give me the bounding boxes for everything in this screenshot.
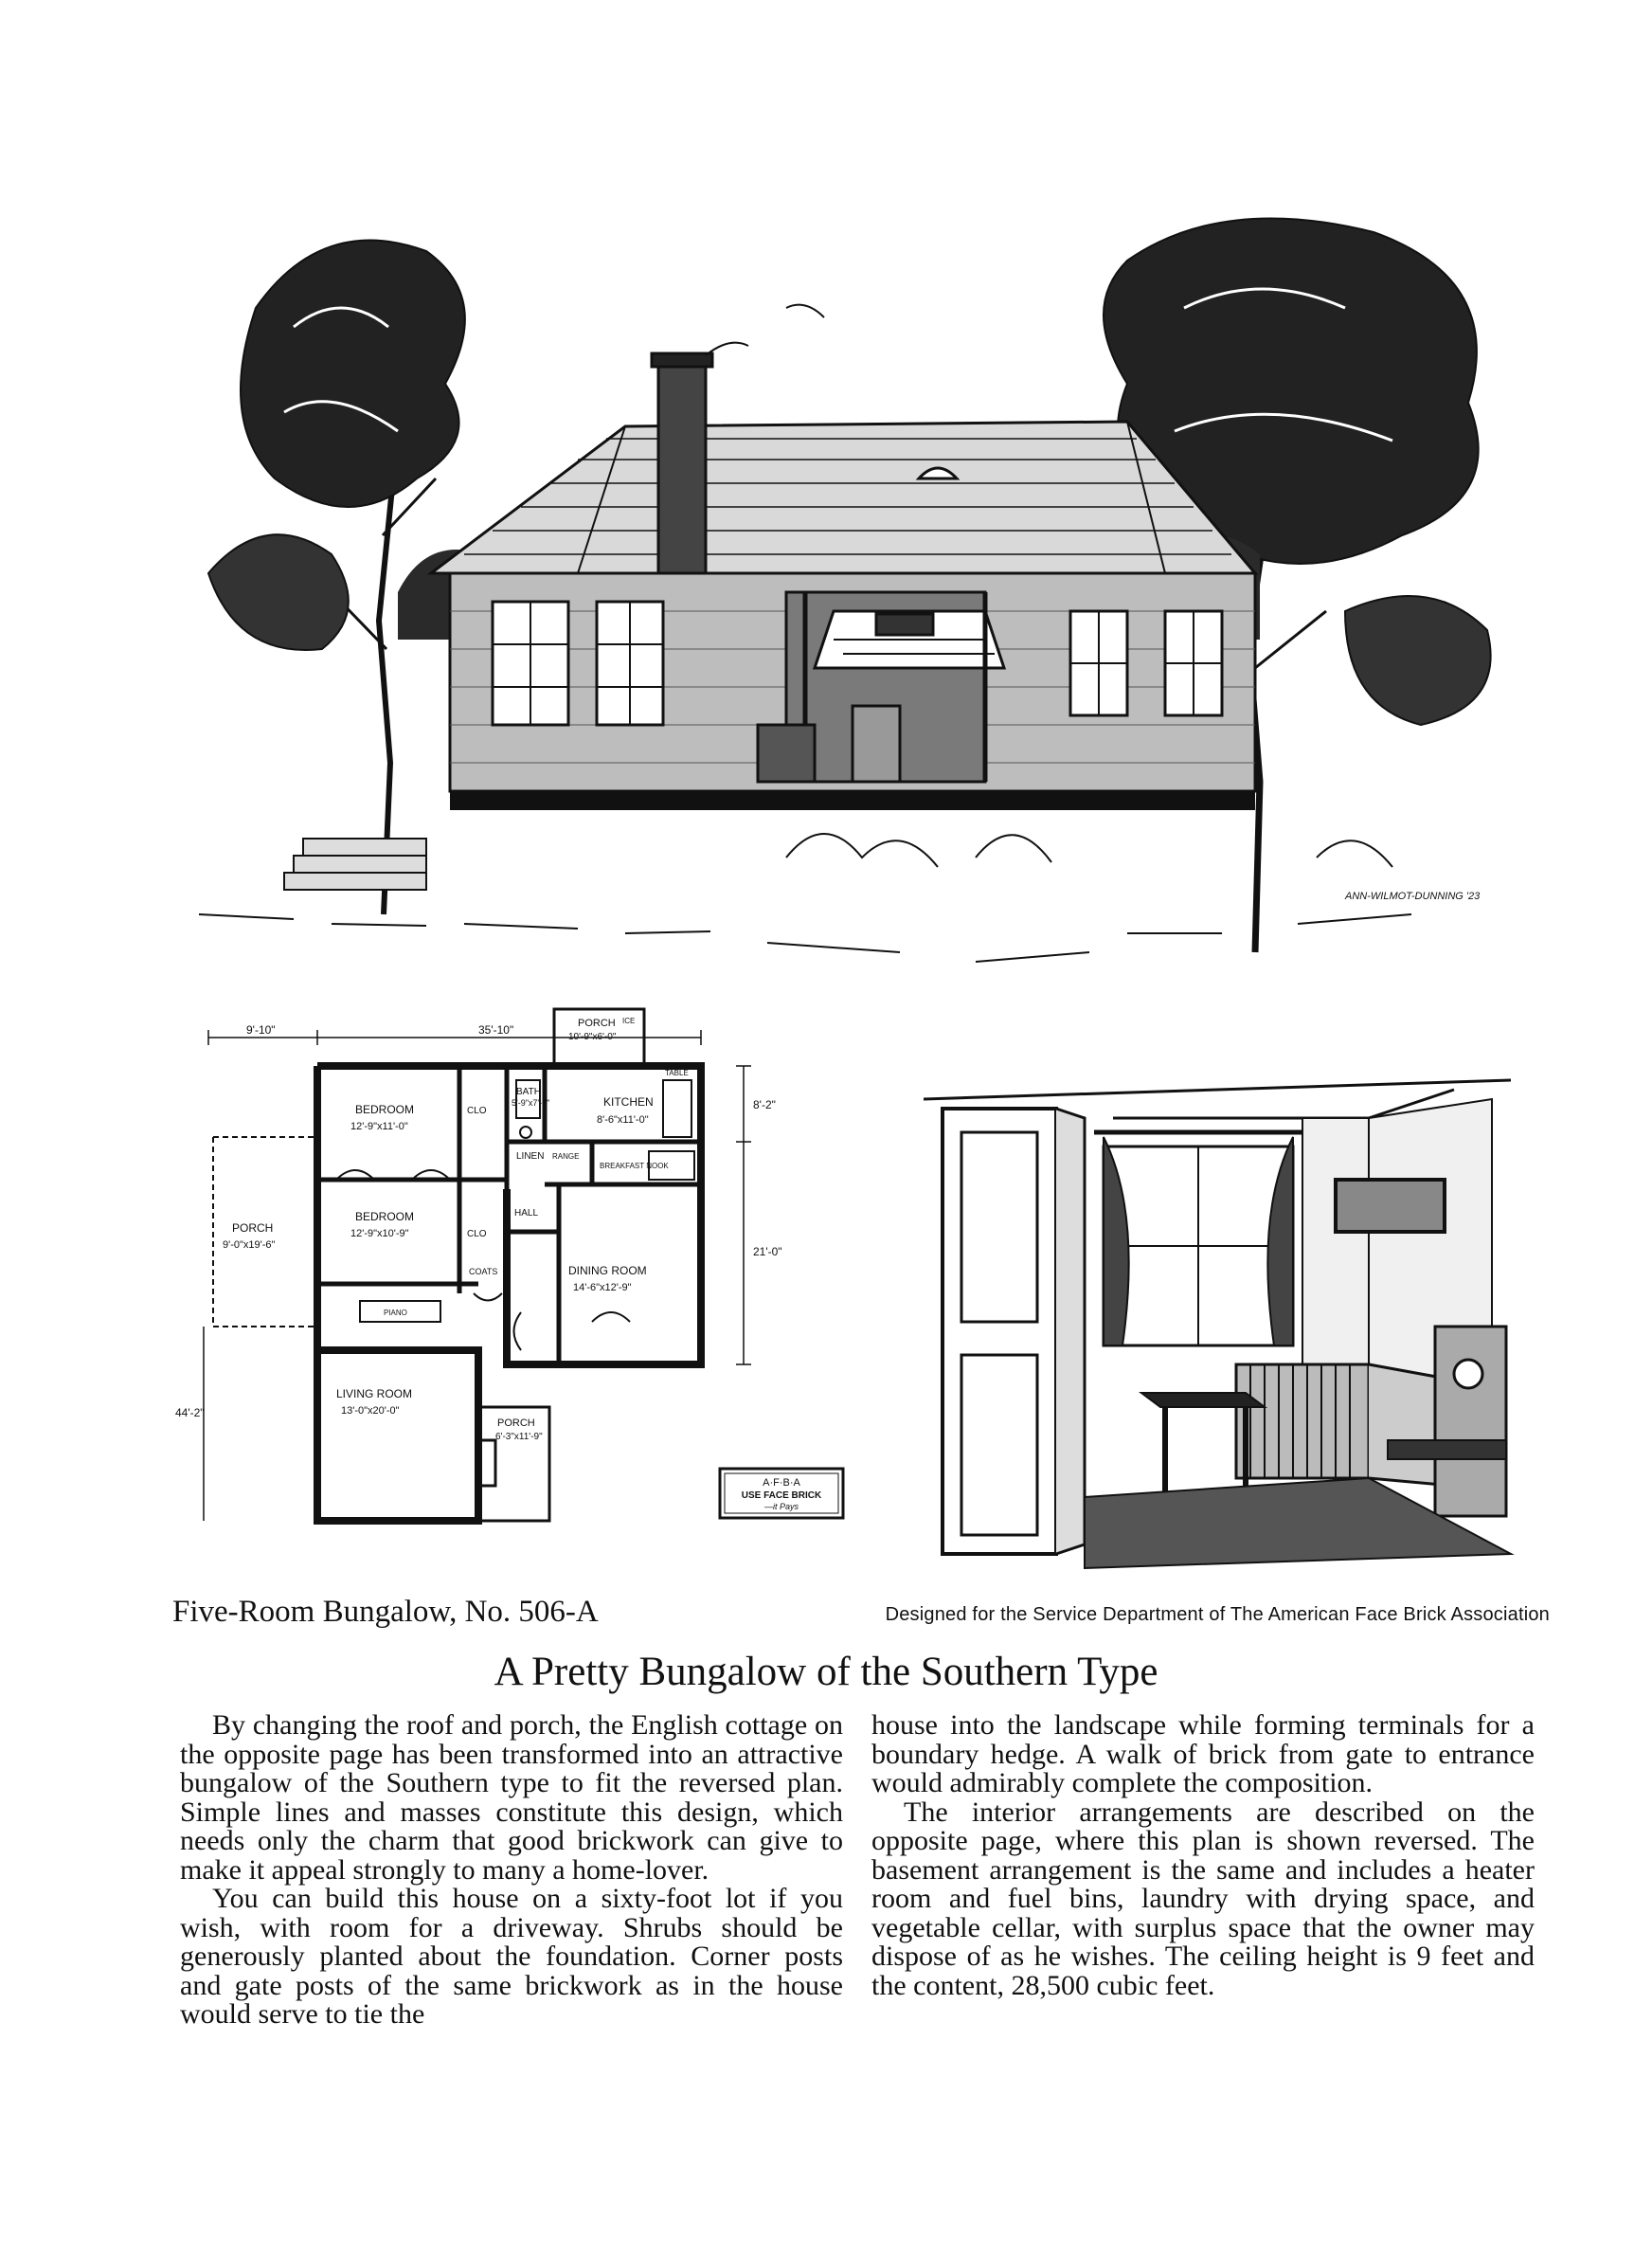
floor-plan — [175, 1000, 876, 1549]
interior-door — [943, 1109, 1085, 1554]
room-size-bedroom-1: 12'-9"x11'-0" — [350, 1121, 408, 1132]
room-size-bedroom-2: 12'-9"x10'-9" — [350, 1228, 409, 1239]
article-paragraph: house into the landscape while forming terminals for a boundary hedge. A walk of brick from gate to entrance would admirably complete the composition. — [871, 1709, 1535, 1798]
afba-stamp — [720, 1469, 843, 1518]
interior-picture — [1336, 1180, 1445, 1232]
article-paragraph: You can build this house on a sixty-foot lot if you wish, with room for a driveway. Shrubs should be generously planted about the foundation. Corner posts and gate posts of the same brickwork as in the house would serve to tie the — [180, 1883, 843, 2030]
room-size-living: 13'-0"x20'-0" — [341, 1405, 400, 1417]
room-name-bedroom-1: BEDROOM — [355, 1103, 415, 1116]
foundation — [450, 791, 1255, 810]
stamp-line-2: USE FACE BRICK — [741, 1490, 822, 1501]
room-size-dining: 14'-6"x12'-9" — [573, 1282, 632, 1293]
article-headline: A Pretty Bungalow of the Southern Type — [494, 1650, 1158, 1694]
room-size-porch-side: 9'-0"x19'-6" — [223, 1239, 276, 1251]
house-roof — [431, 422, 1255, 573]
house-illustration — [180, 194, 1544, 1019]
room-name-kitchen: KITCHEN — [603, 1095, 654, 1109]
dimension-rear-depth: 8'-2" — [753, 1098, 776, 1111]
dimension-total-depth: 44'-2" — [175, 1406, 205, 1419]
dimension-middle-depth: 21'-0" — [753, 1245, 782, 1258]
label-closet-2: CLO — [467, 1229, 487, 1239]
room-size-porch-front: 6'-3"x11'-9" — [495, 1432, 543, 1442]
room-name-living: LIVING ROOM — [336, 1387, 413, 1400]
designer-credit: Designed for the Service Department of The American Face Brick Association — [885, 1604, 1550, 1625]
room-name-porch-rear: PORCH — [578, 1018, 616, 1029]
label-hall: HALL — [514, 1208, 539, 1219]
dimension-side-porch-width: 9'-10" — [246, 1023, 276, 1037]
plan-caption: Five-Room Bungalow, No. 506-A — [172, 1595, 599, 1629]
room-name-porch-side: PORCH — [232, 1221, 274, 1235]
label-piano: PIANO — [384, 1309, 407, 1317]
article-column-left — [180, 1711, 843, 2030]
label-ice: ICE — [622, 1017, 636, 1025]
room-name-bath: BATH — [516, 1087, 541, 1097]
label-range: RANGE — [552, 1152, 580, 1161]
artist-signature: ANN-WILMOT-DUNNING '23 — [1345, 891, 1481, 902]
label-coats: COATS — [469, 1267, 498, 1276]
article-paragraph: The interior arrangements are described on the opposite page, where this plan is shown reversed. The basement arrangement is the same and includes a heater room and fuel bins, laundry with drying space, and vegetable cellar, with surplus space that the owner may dispose of as he wishes. The ceiling height is 9 feet and the content, 28,500 cubic feet. — [871, 1796, 1535, 2001]
dimension-house-width: 35'-10" — [478, 1023, 514, 1037]
interior-window — [1094, 1132, 1302, 1345]
front-porch — [758, 592, 1004, 782]
room-size-porch-rear: 10'-9"x6'-0" — [568, 1032, 617, 1042]
article-paragraph: By changing the roof and porch, the English cottage on the opposite page has been transformed into an attractive bungalow of the Southern type to fit the reversed plan. Simple lines and masses constitute this design, which needs only the charm that good brickwork can give to make it appeal strongly to many a home-lover. — [180, 1709, 843, 1886]
interior-illustration — [924, 1080, 1511, 1568]
room-name-dining: DINING ROOM — [568, 1264, 647, 1277]
room-name-bedroom-2: BEDROOM — [355, 1210, 415, 1223]
front-steps — [284, 839, 426, 890]
stamp-line-3: —it Pays — [763, 1502, 799, 1511]
label-breakfast-nook: BREAKFAST NOOK — [600, 1162, 669, 1170]
room-size-kitchen: 8'-6"x11'-0" — [597, 1114, 649, 1126]
room-name-porch-front: PORCH — [497, 1417, 535, 1429]
stamp-line-1: A·F·B·A — [763, 1477, 800, 1489]
room-size-bath: 5'-9"x7'-6" — [512, 1098, 550, 1108]
article-column-right — [871, 1711, 1535, 2000]
label-closet-1: CLO — [467, 1106, 487, 1116]
label-table: TABLE — [665, 1069, 689, 1077]
label-linen: LINEN — [516, 1151, 545, 1162]
